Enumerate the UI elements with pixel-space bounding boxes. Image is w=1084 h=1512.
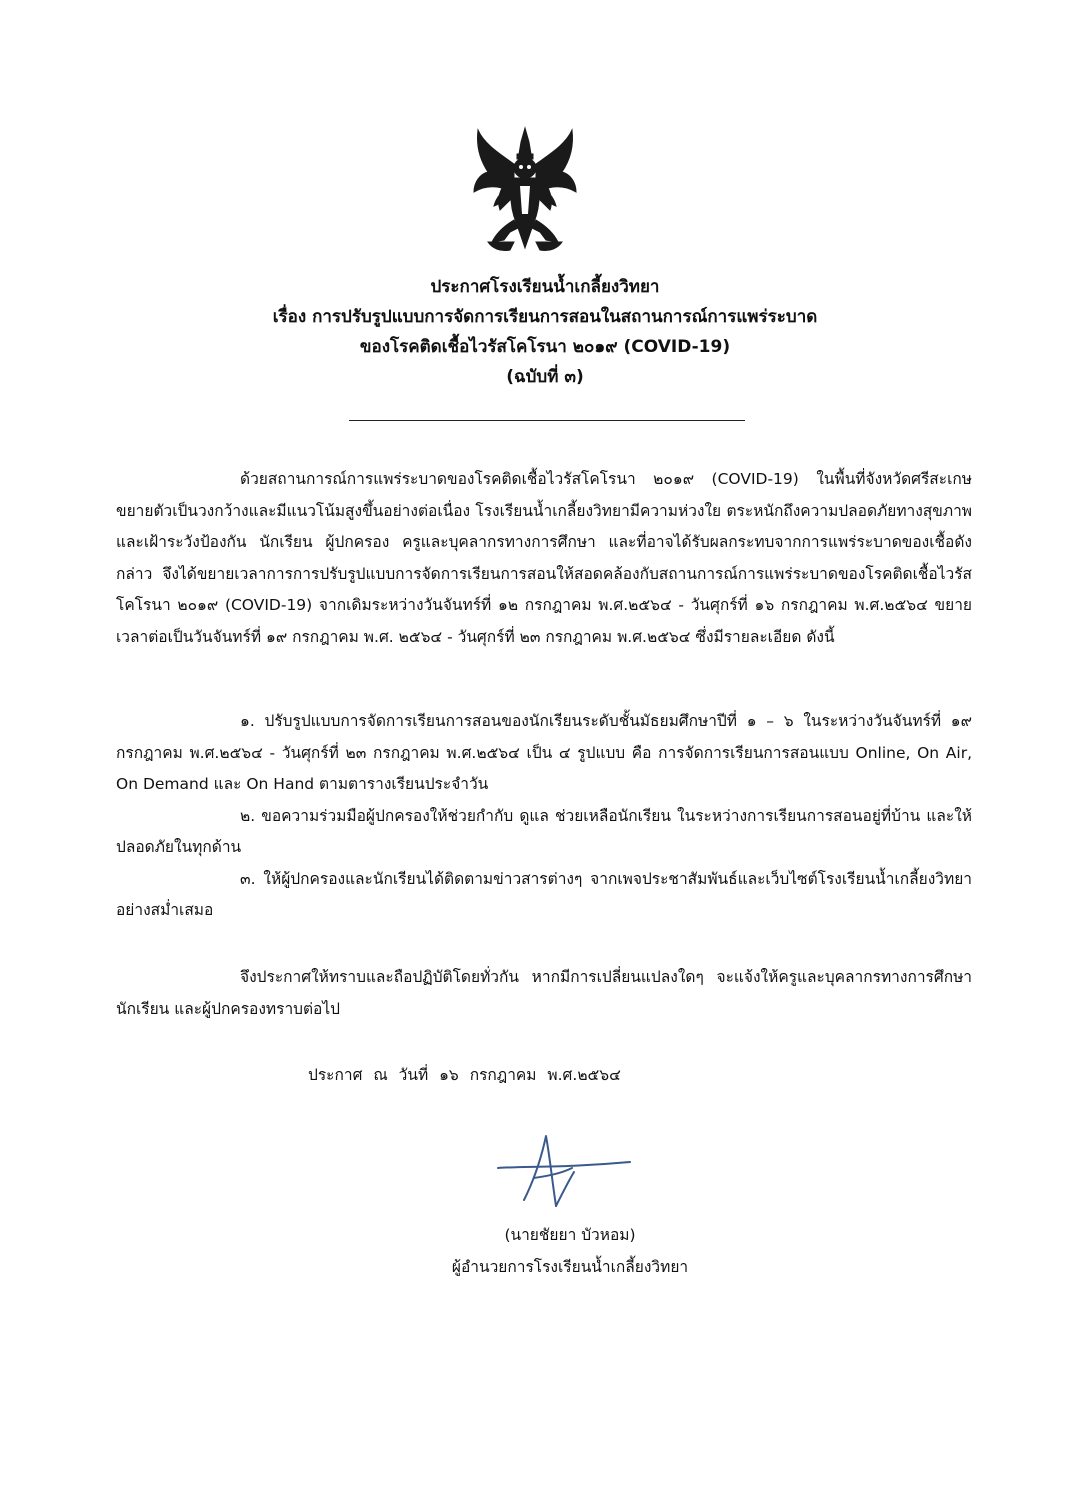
header-school-title: ประกาศโรงเรียนน้ำเกลี้ยงวิทยา	[430, 277, 660, 297]
signer-name: (นายชัยยา บัวหอม)	[504, 1226, 636, 1244]
header-subject-cont: ของโรคติดเชื้อไวรัสโคโรนา ๒๐๑๙ (COVID-19)	[359, 337, 731, 357]
closing-section	[116, 962, 972, 1025]
header-edition: (ฉบับที่ ๓)	[506, 367, 584, 387]
header-divider	[349, 420, 745, 421]
list-item: ๒. ขอความร่วมมือผู้ปกครองให้ช่วยกำกับ ดูแล ช่วยเหลือนักเรียน ในระหว่างการเรียนการสอนอยู่ที่บ้าน และให้ปลอดภัยในทุกด้าน	[116, 806, 972, 856]
list-item: ๓. ให้ผู้ปกครองและนักเรียนได้ติดตามข่าวสารต่างๆ จากเพจประชาสัมพันธ์และเว็บไซต์โรงเรียนน้ำเกลี้ยงวิทยาอย่างสม่ำเสมอ	[116, 869, 972, 919]
header-subject: เรื่อง การปรับรูปแบบการจัดการเรียนการสอนในสถานการณ์การแพร่ระบาด	[272, 307, 818, 327]
garuda-emblem-icon	[470, 124, 580, 256]
closing-paragraph: จึงประกาศให้ทราบและถือปฏิบัติโดยทั่วกัน หากมีการเปลี่ยนแปลงใดๆ จะแจ้งให้ครูและบุคลากรทางการศึกษา นักเรียน และผู้ปกครองทราบต่อไป	[116, 968, 972, 1018]
signature-icon	[494, 1128, 634, 1210]
items-section	[116, 706, 972, 927]
announcement-header	[150, 272, 940, 392]
intro-paragraph: ด้วยสถานการณ์การแพร่ระบาดของโรคติดเชื้อไวรัสโคโรนา ๒๐๑๙ (COVID-19) ในพื้นที่จังหวัดศรีสะเกษ ขยายตัวเป็นวงกว้างและมีแนวโน้มสูงขึ้นอย่างต่อเนื่อง โรงเรียนน้ำเกลี้ยงวิทยามีความห่วงใย ตระหนักถึงความปลอดภัยทางสุขภาพและเฝ้าระวังป้องกัน นักเรียน ผู้ปกครอง ครูและบุคลากรทางการศึกษา และที่อาจได้รับผลกระทบจากการแพร่ระบาดของเชื้อดังกล่าว จึงได้ขยายเวลาการการปรับรูปแบบการจัดการเรียนการสอนให้สอดคล้องกับสถานการณ์การแพร่ระบาดของโรคติดเชื้อไวรัสโคโรนา ๒๐๑๙ (COVID-19) จากเดิมระหว่างวันจันทร์ที่ ๑๒ กรกฎาคม พ.ศ.๒๕๖๔ - วันศุกร์ที่ ๑๖ กรกฎาคม พ.ศ.๒๕๖๔ ขยายเวลาต่อเป็นวันจันทร์ที่ ๑๙ กรกฎาคม พ.ศ. ๒๕๖๔ - วันศุกร์ที่ ๒๓ กรกฎาคม พ.ศ.๒๕๖๔ ซึ่งมีรายละเอียด ดังนี้	[116, 470, 972, 646]
signer-position: ผู้อำนวยการโรงเรียนน้ำเกลี้ยงวิทยา	[451, 1258, 689, 1276]
intro-section	[116, 464, 972, 653]
list-item: ๑. ปรับรูปแบบการจัดการเรียนการสอนของนักเรียนระดับชั้นมัธยมศึกษาปีที่ ๑ – ๖ ในระหว่างวันจันทร์ที่ ๑๙ กรกฎาคม พ.ศ.๒๕๖๔ - วันศุกร์ที่ ๒๓ กรกฎาคม พ.ศ.๒๕๖๔ เป็น ๔ รูปแบบ คือ การจัดการเรียนการสอนแบบ Online, On Air, On Demand และ On Hand ตามตารางเรียนประจำวัน	[116, 712, 972, 793]
announcement-date: ประกาศ ณ วันที่ ๑๖ กรกฎาคม พ.ศ.๒๕๖๔	[308, 1066, 621, 1084]
